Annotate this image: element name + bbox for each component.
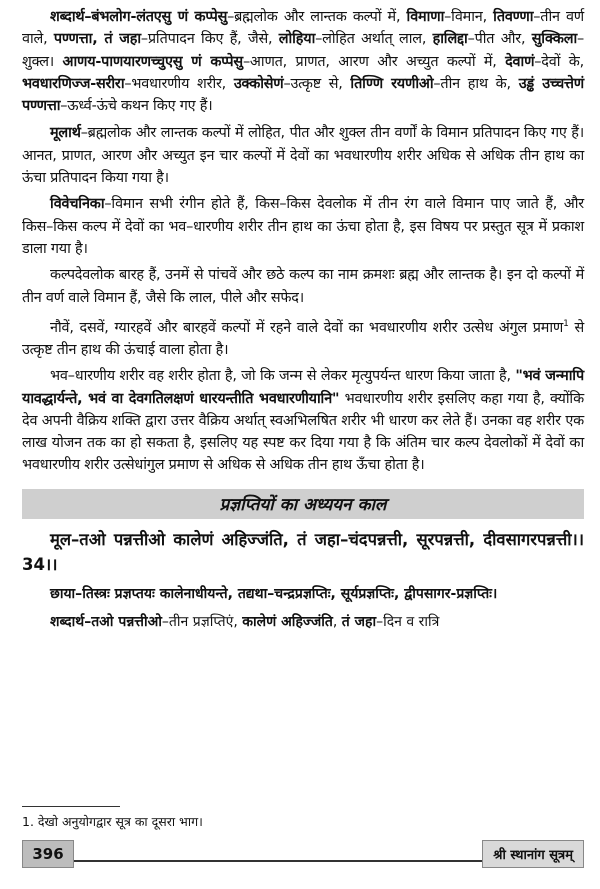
term: पण्णत्ता, तं जहा [53,31,141,48]
paragraph-kalpa: कल्पदेवलोक बारह हैं, उनमें से पांचवें और छठे कल्प का नाम क्रमशः ब्रह्म और लान्तक है। इन दो कल्पों में तीन वर्ण वाले विमान हैं, जैसे कि लाल, पीले और सफेद। [22,267,584,306]
vivechanika-text: –विमान सभी रंगीन होते हैं, किस–किस देवलोक में तीन रंग वाले विमान पाए जाते हैं, और किस–किस कल्प में देवों का भव–धारणीय शरीर तीन हाथ का ऊंचा होता है, इस विषय पर प्रस्तुत सूत्र में प्रकाश डाला गया है। [22,196,584,257]
section-heading-text: प्रज्ञप्तियों का अध्ययन काल [219,495,387,516]
gloss: –विमान, [444,9,494,25]
shabdarth-paragraph-2 [22,611,584,633]
gloss: –ऊर्ध्व-ऊंचे कथन किए गए हैं। [60,98,213,115]
footnote: 1. देखो अनुयोगद्वार सूत्र का दूसरा भाग। [22,814,203,829]
term: उड्ढं उच्चत्तेणं पण्णत्ता [22,75,584,115]
paragraph-utsedh [22,313,584,361]
term: आणय-पाणयारणच्चुएसु णं कप्पेसु [62,53,243,70]
chhaya-paragraph [22,583,584,605]
term: शब्दार्थ–तओ पन्नत्तीओ [50,613,162,630]
gloss: –भवधारणीय शरीर, [124,75,234,92]
gloss: –प्रतिपादन किए हैं, जैसे, [140,31,279,48]
gloss: –तीन प्रज्ञप्तिएं, [161,613,243,630]
chhaya-label: छाया– [50,585,83,602]
book-title: श्री स्थानांग सूत्रम् [482,840,584,868]
text-run: भव–धारणीय शरीर वह शरीर होता है, जो कि जन्म से लेकर मृत्युपर्यन्त धारण किया जाता है, [50,368,516,385]
paragraph-vivechanika [22,193,584,260]
sanskrit-quote: "भवं जन्मापि यावद्धार्यन्ते, भवं वा देवगतिलक्षणं धारयन्तीति भवधारणीयानि" [22,368,584,407]
footnote-divider [22,806,120,807]
gloss: , [332,613,342,630]
page-number: 396 [22,840,74,868]
term: शब्दार्थ–बंभलोग-लंतएसु णं कप्पेसु [50,9,228,25]
vivechanika-label: विवेचनिका [50,196,105,213]
term: तिण्णि रयणीओ [350,75,434,92]
moolarth-text: –ब्रह्मलोक और लान्तक कल्पों में लोहित, पीत और शुक्ल तीन वर्णों के विमान प्रतिपादन किए गए हैं। आनत, प्राणत, आरण और अच्युत इन चार कल्पों में देवों का भवधारणीय शरीर अधिक से अधिक तीन हाथ का ऊंचा प्रतिपादन किया गया है। [22,125,584,187]
gloss: –देवों के, [534,53,584,70]
gloss: –पीत और, [467,31,532,48]
gloss: –तीन वर्ण वाले, [22,9,584,48]
term: विमाणा [406,9,445,25]
paragraph-bhavdharaniya [22,365,584,476]
term: कालेणं अहिज्जंति [242,613,333,630]
text-run: नौवें, दसवें, ग्यारहवें और बारहवें कल्पों में रहने वाले देवों का भवधारणीय शरीर उत्सेध अंगुल प्रमाण [50,319,564,336]
footnote-ref: 1 [563,318,569,329]
term: हालिद्दा [432,31,468,48]
gloss: –उत्कृष्ट से, [283,75,351,92]
gloss: –लोहित अर्थात् लाल, [315,31,433,48]
gloss: –ब्रह्मलोक और लान्तक कल्पों में, [227,9,407,25]
page-body [22,6,584,633]
term: लोहिया [278,31,316,48]
gloss: –तीन हाथ के, [433,75,519,92]
term: भवधारणिज्ज-सरीरा [22,75,125,92]
gloss: –शुक्ल। [22,31,584,70]
section-heading [22,489,584,519]
term: उक्कोसेणं [233,75,284,92]
paragraph-moolarth [22,122,584,189]
paragraph-shabdarth [22,6,584,117]
moolarth-label: मूलार्थ [50,125,81,142]
text-run: भवधारणीय शरीर इसलिए कहा गया है, क्योंकि देव अपनी वैक्रिय शक्ति द्वारा उत्तर वैक्रिय अर्थात् स्वअभिलषित शरीर भी धारण कर लेते हैं। उनका वह शरीर एक लाख योजन तक का हो सकता है, इसलिए यह स्पष्ट कर दिया गया है कि अंतिम चार कल्प देवलोकों में देवों का भवधारणीय शरीर उत्सेधांगुल प्रमाण से अधिक से अधिक तीन हाथ ऊँचा होता है। [22,390,584,474]
term: तं जहा [341,613,377,630]
term: तिवण्णा [493,9,534,25]
text-run: से उत्कृष्ट तीन हाथ की ऊंचाई वाला होता है। [22,319,584,358]
chhaya-text: तिस्त्रः प्रज्ञप्तयः कालेनाधीयन्ते, तद्यथा–चन्द्रप्रज्ञप्तिः, सूर्यप्रज्ञप्तिः, द्वीपसागर-प्रज्ञप्तिः। [82,585,498,602]
gloss: –दिन व रात्रि [376,613,440,630]
term: देवाणं [505,53,535,70]
mool-sutra: मूल–तओ पन्नत्तीओ कालेणं अहिज्जंति, तं जहा–चंदपन्नत्ती, सूरपन्नत्ती, दीवसागरपन्नत्ती।।34।। [22,529,584,574]
term: सुक्किला [531,31,577,48]
gloss: –आणत, प्राणत, आरण और अच्युत कल्पों में, [242,53,506,70]
